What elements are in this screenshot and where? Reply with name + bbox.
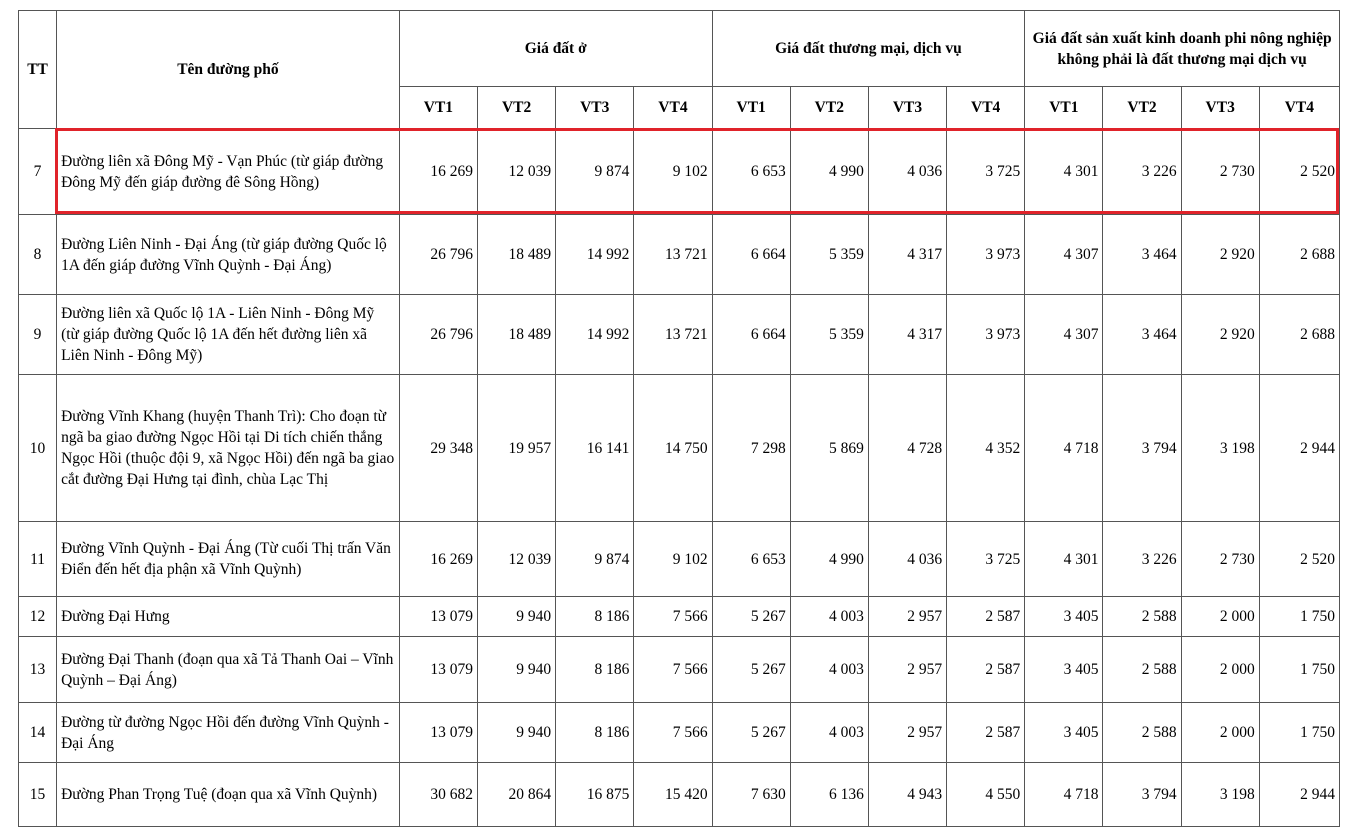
price-cell: 8 186 — [556, 597, 634, 637]
price-cell: 14 750 — [634, 375, 712, 522]
price-cell: 7 298 — [712, 375, 790, 522]
price-cell: 5 267 — [712, 637, 790, 703]
table-row — [19, 295, 1340, 375]
price-cell: 2 587 — [947, 637, 1025, 703]
price-cell: 16 269 — [399, 129, 477, 215]
header-row-groups — [19, 11, 1340, 87]
price-cell: 2 588 — [1103, 637, 1181, 703]
price-cell: 30 682 — [399, 763, 477, 827]
row-number: 11 — [19, 522, 57, 597]
header-tt: TT — [19, 11, 57, 129]
header-group-commercial: Giá đất thương mại, dịch vụ — [712, 11, 1025, 87]
price-cell: 3 464 — [1103, 215, 1181, 295]
price-cell: 2 688 — [1259, 215, 1339, 295]
table-row — [19, 129, 1340, 215]
price-cell: 3 973 — [947, 215, 1025, 295]
price-cell: 4 943 — [868, 763, 946, 827]
price-cell: 7 566 — [634, 597, 712, 637]
price-cell: 4 036 — [868, 522, 946, 597]
header-vt: VT1 — [399, 87, 477, 129]
price-cell: 4 990 — [790, 129, 868, 215]
price-cell: 4 003 — [790, 637, 868, 703]
table-row — [19, 522, 1340, 597]
table-row — [19, 215, 1340, 295]
price-cell: 18 489 — [478, 295, 556, 375]
price-cell: 20 864 — [478, 763, 556, 827]
price-cell: 3 226 — [1103, 522, 1181, 597]
price-cell: 2 957 — [868, 703, 946, 763]
price-cell: 6 653 — [712, 129, 790, 215]
price-cell: 4 718 — [1025, 763, 1103, 827]
price-cell: 4 301 — [1025, 129, 1103, 215]
price-cell: 9 102 — [634, 522, 712, 597]
price-cell: 2 944 — [1259, 375, 1339, 522]
price-cell: 3 405 — [1025, 703, 1103, 763]
price-cell: 16 875 — [556, 763, 634, 827]
price-cell: 4 003 — [790, 703, 868, 763]
header-group-production: Giá đất sản xuất kinh doanh phi nông nghiệp không phải là đất thương mại dịch vụ — [1025, 11, 1340, 87]
table-body — [19, 129, 1340, 827]
price-cell: 4 990 — [790, 522, 868, 597]
price-cell: 9 102 — [634, 129, 712, 215]
price-cell: 4 036 — [868, 129, 946, 215]
price-cell: 3 725 — [947, 129, 1025, 215]
header-vt: VT4 — [634, 87, 712, 129]
header-vt: VT2 — [1103, 87, 1181, 129]
header-vt: VT2 — [790, 87, 868, 129]
price-cell: 26 796 — [399, 295, 477, 375]
price-cell: 13 079 — [399, 597, 477, 637]
price-cell: 2 944 — [1259, 763, 1339, 827]
table-row — [19, 763, 1340, 827]
price-cell: 4 317 — [868, 215, 946, 295]
row-number: 15 — [19, 763, 57, 827]
header-vt: VT4 — [1259, 87, 1339, 129]
price-cell: 4 307 — [1025, 295, 1103, 375]
price-cell: 13 721 — [634, 215, 712, 295]
price-cell: 2 588 — [1103, 703, 1181, 763]
price-cell: 4 301 — [1025, 522, 1103, 597]
price-cell: 2 920 — [1181, 295, 1259, 375]
price-cell: 7 630 — [712, 763, 790, 827]
table-row — [19, 637, 1340, 703]
street-name: Đường liên xã Quốc lộ 1A - Liên Ninh - Đông Mỹ (từ giáp đường Quốc lộ 1A đến hết đường liên xã Liên Ninh - Đông Mỹ) — [57, 295, 400, 375]
price-cell: 12 039 — [478, 129, 556, 215]
price-cell: 9 940 — [478, 637, 556, 703]
price-cell: 2 957 — [868, 637, 946, 703]
price-cell: 2 587 — [947, 597, 1025, 637]
header-group-residential: Giá đất ở — [399, 11, 712, 87]
price-cell: 2 000 — [1181, 703, 1259, 763]
price-cell: 5 869 — [790, 375, 868, 522]
price-cell: 4 317 — [868, 295, 946, 375]
price-cell: 13 721 — [634, 295, 712, 375]
price-cell: 7 566 — [634, 703, 712, 763]
row-number: 13 — [19, 637, 57, 703]
price-cell: 3 725 — [947, 522, 1025, 597]
row-number: 8 — [19, 215, 57, 295]
price-cell: 19 957 — [478, 375, 556, 522]
street-name: Đường Phan Trọng Tuệ (đoạn qua xã Vĩnh Quỳnh) — [57, 763, 400, 827]
price-cell: 3 973 — [947, 295, 1025, 375]
header-vt: VT4 — [947, 87, 1025, 129]
price-cell: 9 940 — [478, 703, 556, 763]
street-name: Đường Đại Hưng — [57, 597, 400, 637]
price-cell: 15 420 — [634, 763, 712, 827]
header-vt: VT3 — [556, 87, 634, 129]
price-cell: 5 267 — [712, 597, 790, 637]
street-name: Đường liên xã Đông Mỹ - Vạn Phúc (từ giáp đường Đông Mỹ đến giáp đường đê Sông Hồng) — [57, 129, 400, 215]
table-row — [19, 703, 1340, 763]
row-number: 7 — [19, 129, 57, 215]
price-cell: 9 940 — [478, 597, 556, 637]
price-cell: 1 750 — [1259, 703, 1339, 763]
row-number: 10 — [19, 375, 57, 522]
row-number: 12 — [19, 597, 57, 637]
price-cell: 2 520 — [1259, 129, 1339, 215]
street-name: Đường từ đường Ngọc Hồi đến đường Vĩnh Quỳnh - Đại Áng — [57, 703, 400, 763]
price-cell: 6 664 — [712, 215, 790, 295]
price-cell: 9 874 — [556, 522, 634, 597]
price-cell: 4 728 — [868, 375, 946, 522]
price-cell: 2 730 — [1181, 129, 1259, 215]
price-cell: 4 003 — [790, 597, 868, 637]
price-cell: 3 198 — [1181, 375, 1259, 522]
price-cell: 3 405 — [1025, 597, 1103, 637]
price-cell: 6 136 — [790, 763, 868, 827]
price-cell: 29 348 — [399, 375, 477, 522]
price-cell: 1 750 — [1259, 597, 1339, 637]
row-number: 14 — [19, 703, 57, 763]
price-cell: 14 992 — [556, 295, 634, 375]
price-cell: 6 664 — [712, 295, 790, 375]
price-cell: 13 079 — [399, 703, 477, 763]
price-cell: 8 186 — [556, 637, 634, 703]
price-cell: 16 269 — [399, 522, 477, 597]
price-cell: 16 141 — [556, 375, 634, 522]
header-street-name: Tên đường phố — [57, 11, 400, 129]
price-cell: 3 794 — [1103, 763, 1181, 827]
table-header — [19, 11, 1340, 129]
price-cell: 2 588 — [1103, 597, 1181, 637]
price-cell: 4 352 — [947, 375, 1025, 522]
street-name: Đường Vĩnh Quỳnh - Đại Áng (Từ cuối Thị trấn Văn Điển đến hết địa phận xã Vĩnh Quỳnh) — [57, 522, 400, 597]
header-vt: VT1 — [712, 87, 790, 129]
table-row — [19, 597, 1340, 637]
price-cell: 13 079 — [399, 637, 477, 703]
price-cell: 2 520 — [1259, 522, 1339, 597]
price-cell: 4 307 — [1025, 215, 1103, 295]
price-cell: 3 405 — [1025, 637, 1103, 703]
price-cell: 9 874 — [556, 129, 634, 215]
price-cell: 6 653 — [712, 522, 790, 597]
table-row — [19, 375, 1340, 522]
price-cell: 12 039 — [478, 522, 556, 597]
price-cell: 2 587 — [947, 703, 1025, 763]
price-cell: 4 550 — [947, 763, 1025, 827]
price-cell: 7 566 — [634, 637, 712, 703]
price-cell: 2 957 — [868, 597, 946, 637]
street-name: Đường Vĩnh Khang (huyện Thanh Trì): Cho đoạn từ ngã ba giao đường Ngọc Hồi tại Di tích chiến thắng Ngọc Hồi (thuộc đội 9, xã Ngọc Hồi) đến ngã ba giao cắt đường Đại Hưng tại đình, chùa Lạc Thị — [57, 375, 400, 522]
header-vt: VT3 — [1181, 87, 1259, 129]
price-cell: 5 267 — [712, 703, 790, 763]
header-vt: VT1 — [1025, 87, 1103, 129]
price-cell: 3 226 — [1103, 129, 1181, 215]
price-cell: 3 794 — [1103, 375, 1181, 522]
price-cell: 14 992 — [556, 215, 634, 295]
price-cell: 3 464 — [1103, 295, 1181, 375]
price-cell: 1 750 — [1259, 637, 1339, 703]
price-cell: 26 796 — [399, 215, 477, 295]
header-vt: VT3 — [868, 87, 946, 129]
price-cell: 5 359 — [790, 295, 868, 375]
price-cell: 18 489 — [478, 215, 556, 295]
land-price-table — [18, 10, 1340, 827]
price-cell: 8 186 — [556, 703, 634, 763]
street-name: Đường Đại Thanh (đoạn qua xã Tả Thanh Oai – Vĩnh Quỳnh – Đại Áng) — [57, 637, 400, 703]
price-cell: 2 000 — [1181, 637, 1259, 703]
price-cell: 4 718 — [1025, 375, 1103, 522]
price-cell: 2 920 — [1181, 215, 1259, 295]
price-cell: 2 000 — [1181, 597, 1259, 637]
row-number: 9 — [19, 295, 57, 375]
street-name: Đường Liên Ninh - Đại Áng (từ giáp đường Quốc lộ 1A đến giáp đường Vĩnh Quỳnh - Đại Áng) — [57, 215, 400, 295]
price-cell: 3 198 — [1181, 763, 1259, 827]
price-cell: 2 730 — [1181, 522, 1259, 597]
header-vt: VT2 — [478, 87, 556, 129]
price-cell: 5 359 — [790, 215, 868, 295]
price-cell: 2 688 — [1259, 295, 1339, 375]
